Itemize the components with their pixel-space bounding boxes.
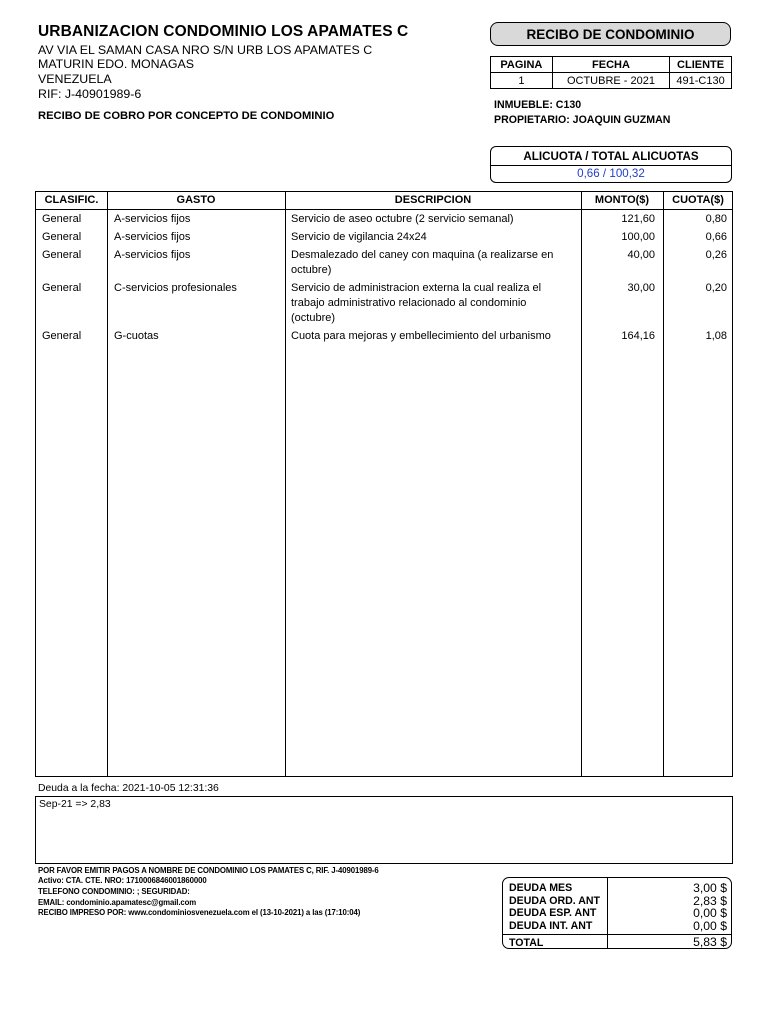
fecha-value: OCTUBRE - 2021 <box>552 73 669 89</box>
column-divider <box>581 192 582 776</box>
row-gasto: A-servicios fijos <box>114 249 191 261</box>
deuda-ord-label: DEUDA ORD. ANT <box>509 895 601 907</box>
document-subtitle: RECIBO DE COBRO POR CONCEPTO DE CONDOMINIO <box>38 110 335 122</box>
footer-phone: TELEFONO CONDOMINIO: ; SEGURIDAD: <box>38 887 190 896</box>
column-header-descripcion: DESCRIPCION <box>394 194 472 206</box>
header-divider <box>36 209 732 210</box>
row-descripcion: Servicio de vigilancia 24x24 <box>291 231 427 243</box>
deuda-esp-label: DEUDA ESP. ANT <box>509 907 597 919</box>
row-descripcion: Cuota para mejoras y embellecimiento del urbanismo <box>291 330 551 342</box>
summary-divider <box>607 878 608 948</box>
column-header-monto: MONTO($) <box>594 194 650 206</box>
row-gasto: A-servicios fijos <box>114 231 191 243</box>
inmueble-label: INMUEBLE: C130 <box>494 99 582 111</box>
propietario-label: PROPIETARIO: JOAQUIN GUZMAN <box>494 114 671 126</box>
cliente-header: CLIENTE <box>670 57 732 73</box>
row-gasto: C-servicios profesionales <box>114 282 237 294</box>
row-descripcion: Servicio de administracion externa la cual realiza el trabajo administrativo relacionado al condominio (octubre) <box>291 282 542 324</box>
total-value: 5,83 $ <box>693 935 727 949</box>
column-header-clasific: CLASIFIC. <box>44 194 99 206</box>
row-descripcion: Servicio de aseo octubre (2 servicio semanal) <box>291 213 514 225</box>
deuda-int-label: DEUDA INT. ANT <box>509 920 593 932</box>
column-divider <box>107 192 108 776</box>
alicuota-value: 0,66 / 100,32 <box>577 167 645 180</box>
deuda-esp-value: 0,00 $ <box>693 906 727 920</box>
footer-printed-by: RECIBO IMPRESO POR: www.condominiosvenezuela.com el (13-10-2021) a las (17:10:04) <box>38 908 361 917</box>
total-label: TOTAL <box>509 937 544 949</box>
deuda-int-value: 0,00 $ <box>693 919 727 933</box>
organization-rif: RIF: J-40901989-6 <box>38 87 142 101</box>
row-monto: 30,00 <box>627 282 655 294</box>
footer-account: Activo: CTA. CTE. NRO: 1710006846001860000 <box>38 876 207 885</box>
deuda-detail: Sep-21 => 2,83 <box>39 799 111 810</box>
row-clasific: General <box>42 282 82 294</box>
row-cuota: 0,20 <box>705 282 727 294</box>
organization-country: VENEZUELA <box>38 72 112 86</box>
pagina-header: PAGINA <box>491 57 553 73</box>
row-cuota: 0,66 <box>705 231 727 243</box>
row-monto: 40,00 <box>627 249 655 261</box>
row-cuota: 0,26 <box>705 249 727 261</box>
expenses-table <box>35 191 733 777</box>
deuda-ord-value: 2,83 $ <box>693 894 727 908</box>
row-gasto: G-cuotas <box>114 330 159 342</box>
column-divider <box>285 192 286 776</box>
column-header-cuota: CUOTA($) <box>672 194 724 206</box>
row-gasto: A-servicios fijos <box>114 213 191 225</box>
row-cuota: 0,80 <box>705 213 727 225</box>
organization-address-line1: AV VIA EL SAMAN CASA NRO S/N URB LOS APAMATES C <box>38 43 373 57</box>
row-clasific: General <box>42 330 82 342</box>
row-monto: 100,00 <box>621 231 655 243</box>
receipt-title: RECIBO DE CONDOMINIO <box>490 22 731 46</box>
row-descripcion: Desmalezado del caney con maquina (a realizarse en octubre) <box>291 249 554 276</box>
cliente-value: 491-C130 <box>670 73 732 89</box>
pagina-value: 1 <box>491 73 553 89</box>
deuda-fecha: Deuda a la fecha: 2021-10-05 12:31:36 <box>38 783 219 794</box>
row-clasific: General <box>42 249 82 261</box>
fecha-header: FECHA <box>552 57 669 73</box>
organization-name: URBANIZACION CONDOMINIO LOS APAMATES C <box>38 23 409 40</box>
column-divider <box>663 192 664 776</box>
row-cuota: 1,08 <box>705 330 727 342</box>
column-header-gasto: GASTO <box>176 194 216 206</box>
row-monto: 164,16 <box>621 330 655 342</box>
deuda-mes-value: 3,00 $ <box>693 881 727 895</box>
footer-payment-note: POR FAVOR EMITIR PAGOS A NOMBRE DE CONDOMINIO LOS PAMATES C, RIF. J-40901989-6 <box>38 866 379 875</box>
receipt-meta-table <box>490 56 732 89</box>
row-clasific: General <box>42 213 82 225</box>
row-monto: 121,60 <box>621 213 655 225</box>
debt-summary-box <box>502 877 732 949</box>
alicuota-title: ALICUOTA / TOTAL ALICUOTAS <box>523 150 699 163</box>
deuda-mes-label: DEUDA MES <box>509 882 573 894</box>
deuda-detail-box <box>35 796 733 864</box>
organization-address-line2: MATURIN EDO. MONAGAS <box>38 57 195 71</box>
footer-email: EMAIL: condominio.apamatesc@gmail.com <box>38 898 197 907</box>
alicuota-box <box>490 146 732 183</box>
alicuota-divider <box>491 165 731 166</box>
row-clasific: General <box>42 231 82 243</box>
